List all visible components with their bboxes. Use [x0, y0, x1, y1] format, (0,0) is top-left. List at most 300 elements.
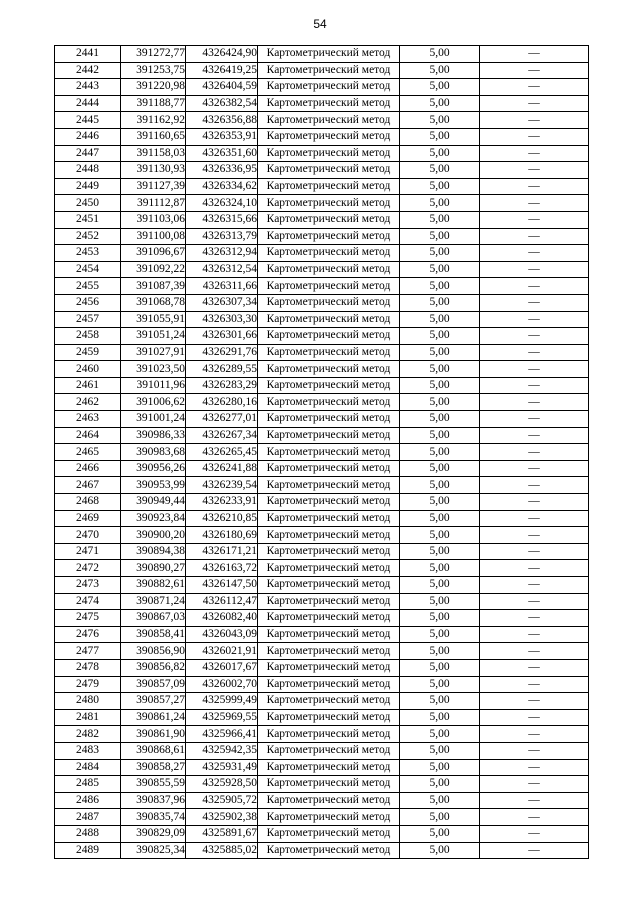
method-cell: Картометрический метод: [258, 278, 400, 295]
method-cell: Картометрический метод: [258, 776, 400, 793]
description-cell: —: [480, 759, 589, 776]
accuracy-cell: 5,00: [400, 543, 480, 560]
table-row: [55, 62, 589, 79]
coordinate-x-cell: 391220,98: [121, 79, 186, 96]
coordinate-y-cell: 4326382,54: [186, 95, 258, 112]
accuracy-cell: 5,00: [400, 228, 480, 245]
coordinate-y-cell: 4326312,54: [186, 261, 258, 278]
point-number-cell: 2463: [55, 411, 121, 428]
point-number-cell: 2446: [55, 128, 121, 145]
table-row: [55, 460, 589, 477]
coordinate-y-cell: 4326021,91: [186, 643, 258, 660]
point-number-cell: 2478: [55, 659, 121, 676]
method-cell: Картометрический метод: [258, 112, 400, 129]
coordinate-x-cell: 390861,90: [121, 726, 186, 743]
method-cell: Картометрический метод: [258, 145, 400, 162]
point-number-cell: 2468: [55, 494, 121, 511]
description-cell: —: [480, 79, 589, 96]
description-cell: —: [480, 659, 589, 676]
coordinate-y-cell: 4326301,66: [186, 328, 258, 345]
accuracy-cell: 5,00: [400, 659, 480, 676]
coordinate-x-cell: 390829,09: [121, 825, 186, 842]
point-number-cell: 2471: [55, 543, 121, 560]
accuracy-cell: 5,00: [400, 46, 480, 63]
table-row: [55, 726, 589, 743]
coordinate-x-cell: 390867,03: [121, 610, 186, 627]
method-cell: Картометрический метод: [258, 560, 400, 577]
table-row: [55, 643, 589, 660]
description-cell: —: [480, 62, 589, 79]
coordinate-y-cell: 4326324,10: [186, 195, 258, 212]
accuracy-cell: 5,00: [400, 211, 480, 228]
table-row: [55, 543, 589, 560]
method-cell: Картометрический метод: [258, 328, 400, 345]
point-number-cell: 2472: [55, 560, 121, 577]
coordinate-y-cell: 4326210,85: [186, 510, 258, 527]
description-cell: —: [480, 211, 589, 228]
coordinate-x-cell: 391103,06: [121, 211, 186, 228]
accuracy-cell: 5,00: [400, 245, 480, 262]
accuracy-cell: 5,00: [400, 643, 480, 660]
description-cell: —: [480, 444, 589, 461]
coordinate-x-cell: 390949,44: [121, 494, 186, 511]
accuracy-cell: 5,00: [400, 427, 480, 444]
coordinate-x-cell: 390825,34: [121, 842, 186, 859]
method-cell: Картометрический метод: [258, 361, 400, 378]
accuracy-cell: 5,00: [400, 79, 480, 96]
method-cell: Картометрический метод: [258, 759, 400, 776]
point-number-cell: 2443: [55, 79, 121, 96]
method-cell: Картометрический метод: [258, 311, 400, 328]
table-row: [55, 742, 589, 759]
coordinate-x-cell: 390871,24: [121, 593, 186, 610]
description-cell: —: [480, 792, 589, 809]
coordinate-x-cell: 390835,74: [121, 809, 186, 826]
description-cell: —: [480, 477, 589, 494]
table-row: [55, 178, 589, 195]
description-cell: —: [480, 261, 589, 278]
coordinate-x-cell: 390882,61: [121, 577, 186, 594]
point-number-cell: 2477: [55, 643, 121, 660]
coordinate-y-cell: 4326291,76: [186, 344, 258, 361]
coordinate-y-cell: 4326283,29: [186, 377, 258, 394]
method-cell: Картометрический метод: [258, 693, 400, 710]
coordinate-y-cell: 4326351,60: [186, 145, 258, 162]
coordinate-y-cell: 4325885,02: [186, 842, 258, 859]
accuracy-cell: 5,00: [400, 610, 480, 627]
method-cell: Картометрический метод: [258, 95, 400, 112]
method-cell: Картометрический метод: [258, 577, 400, 594]
accuracy-cell: 5,00: [400, 460, 480, 477]
table-row: [55, 79, 589, 96]
coordinate-x-cell: 390856,90: [121, 643, 186, 660]
accuracy-cell: 5,00: [400, 726, 480, 743]
accuracy-cell: 5,00: [400, 112, 480, 129]
table-row: [55, 46, 589, 63]
description-cell: —: [480, 842, 589, 859]
table-row: [55, 626, 589, 643]
coordinate-x-cell: 391006,62: [121, 394, 186, 411]
coordinate-y-cell: 4326043,09: [186, 626, 258, 643]
coordinates-table: [54, 45, 589, 859]
method-cell: Картометрический метод: [258, 162, 400, 179]
coordinate-x-cell: 390868,61: [121, 742, 186, 759]
accuracy-cell: 5,00: [400, 709, 480, 726]
coordinate-y-cell: 4326404,59: [186, 79, 258, 96]
accuracy-cell: 5,00: [400, 294, 480, 311]
table-row: [55, 444, 589, 461]
coordinate-x-cell: 391055,91: [121, 311, 186, 328]
coordinate-x-cell: 391023,50: [121, 361, 186, 378]
description-cell: —: [480, 294, 589, 311]
coordinate-x-cell: 391162,92: [121, 112, 186, 129]
point-number-cell: 2442: [55, 62, 121, 79]
table-row: [55, 211, 589, 228]
coordinate-y-cell: 4326353,91: [186, 128, 258, 145]
coordinate-x-cell: 390856,82: [121, 659, 186, 676]
table-row: [55, 494, 589, 511]
method-cell: Картометрический метод: [258, 527, 400, 544]
accuracy-cell: 5,00: [400, 328, 480, 345]
table-row: [55, 427, 589, 444]
description-cell: —: [480, 593, 589, 610]
method-cell: Картометрический метод: [258, 245, 400, 262]
description-cell: —: [480, 145, 589, 162]
accuracy-cell: 5,00: [400, 411, 480, 428]
table-row: [55, 510, 589, 527]
coordinate-x-cell: 390857,09: [121, 676, 186, 693]
accuracy-cell: 5,00: [400, 577, 480, 594]
accuracy-cell: 5,00: [400, 361, 480, 378]
coordinate-x-cell: 391051,24: [121, 328, 186, 345]
description-cell: —: [480, 377, 589, 394]
coordinate-x-cell: 390858,41: [121, 626, 186, 643]
method-cell: Картометрический метод: [258, 543, 400, 560]
coordinate-x-cell: 391087,39: [121, 278, 186, 295]
description-cell: —: [480, 112, 589, 129]
coordinate-y-cell: 4326312,94: [186, 245, 258, 262]
point-number-cell: 2481: [55, 709, 121, 726]
method-cell: Картометрический метод: [258, 494, 400, 511]
table-row: [55, 577, 589, 594]
coordinate-y-cell: 4326419,25: [186, 62, 258, 79]
point-number-cell: 2441: [55, 46, 121, 63]
coordinate-x-cell: 390986,33: [121, 427, 186, 444]
page-number: 54: [313, 17, 327, 31]
table-row: [55, 560, 589, 577]
coordinate-y-cell: 4326424,90: [186, 46, 258, 63]
point-number-cell: 2447: [55, 145, 121, 162]
description-cell: —: [480, 128, 589, 145]
table-row: [55, 245, 589, 262]
coordinate-y-cell: 4325928,50: [186, 776, 258, 793]
description-cell: —: [480, 195, 589, 212]
table-row: [55, 411, 589, 428]
table-row: [55, 278, 589, 295]
description-cell: —: [480, 278, 589, 295]
accuracy-cell: 5,00: [400, 510, 480, 527]
method-cell: Картометрический метод: [258, 726, 400, 743]
coordinate-y-cell: 4325969,55: [186, 709, 258, 726]
method-cell: Картометрический метод: [258, 427, 400, 444]
description-cell: —: [480, 825, 589, 842]
point-number-cell: 2451: [55, 211, 121, 228]
coordinate-y-cell: 4326112,47: [186, 593, 258, 610]
coordinate-x-cell: 391160,65: [121, 128, 186, 145]
coordinate-y-cell: 4326356,88: [186, 112, 258, 129]
coordinate-x-cell: 390857,27: [121, 693, 186, 710]
point-number-cell: 2479: [55, 676, 121, 693]
table-row: [55, 162, 589, 179]
table-row: [55, 145, 589, 162]
method-cell: Картометрический метод: [258, 261, 400, 278]
coordinate-x-cell: 390861,24: [121, 709, 186, 726]
description-cell: —: [480, 560, 589, 577]
coordinate-y-cell: 4325905,72: [186, 792, 258, 809]
method-cell: Картометрический метод: [258, 742, 400, 759]
coordinate-x-cell: 390858,27: [121, 759, 186, 776]
table-row: [55, 792, 589, 809]
point-number-cell: 2454: [55, 261, 121, 278]
description-cell: —: [480, 394, 589, 411]
point-number-cell: 2457: [55, 311, 121, 328]
coordinate-x-cell: 390890,27: [121, 560, 186, 577]
point-number-cell: 2448: [55, 162, 121, 179]
accuracy-cell: 5,00: [400, 377, 480, 394]
coordinate-y-cell: 4325999,49: [186, 693, 258, 710]
accuracy-cell: 5,00: [400, 742, 480, 759]
description-cell: —: [480, 427, 589, 444]
table-row: [55, 328, 589, 345]
table-row: [55, 311, 589, 328]
method-cell: Картометрический метод: [258, 460, 400, 477]
coordinate-x-cell: 390953,99: [121, 477, 186, 494]
method-cell: Картометрический метод: [258, 411, 400, 428]
description-cell: —: [480, 643, 589, 660]
method-cell: Картометрический метод: [258, 626, 400, 643]
accuracy-cell: 5,00: [400, 560, 480, 577]
method-cell: Картометрический метод: [258, 477, 400, 494]
description-cell: —: [480, 610, 589, 627]
point-number-cell: 2484: [55, 759, 121, 776]
method-cell: Картометрический метод: [258, 659, 400, 676]
accuracy-cell: 5,00: [400, 842, 480, 859]
coordinate-x-cell: 391027,91: [121, 344, 186, 361]
point-number-cell: 2466: [55, 460, 121, 477]
table-row: [55, 394, 589, 411]
description-cell: —: [480, 693, 589, 710]
description-cell: —: [480, 361, 589, 378]
coordinate-y-cell: 4326233,91: [186, 494, 258, 511]
coordinate-x-cell: 391188,77: [121, 95, 186, 112]
table-row: [55, 776, 589, 793]
point-number-cell: 2486: [55, 792, 121, 809]
coordinate-x-cell: 391272,77: [121, 46, 186, 63]
description-cell: —: [480, 577, 589, 594]
accuracy-cell: 5,00: [400, 62, 480, 79]
coordinate-y-cell: 4326307,34: [186, 294, 258, 311]
accuracy-cell: 5,00: [400, 261, 480, 278]
coordinate-x-cell: 390923,84: [121, 510, 186, 527]
description-cell: —: [480, 626, 589, 643]
point-number-cell: 2474: [55, 593, 121, 610]
coordinate-x-cell: 390900,20: [121, 527, 186, 544]
point-number-cell: 2482: [55, 726, 121, 743]
coordinate-y-cell: 4326163,72: [186, 560, 258, 577]
coordinate-x-cell: 391011,96: [121, 377, 186, 394]
point-number-cell: 2450: [55, 195, 121, 212]
method-cell: Картометрический метод: [258, 792, 400, 809]
point-number-cell: 2467: [55, 477, 121, 494]
description-cell: —: [480, 228, 589, 245]
method-cell: Картометрический метод: [258, 593, 400, 610]
accuracy-cell: 5,00: [400, 759, 480, 776]
table-row: [55, 842, 589, 859]
description-cell: —: [480, 776, 589, 793]
coordinate-y-cell: 4325891,67: [186, 825, 258, 842]
coordinate-x-cell: 390837,96: [121, 792, 186, 809]
point-number-cell: 2465: [55, 444, 121, 461]
description-cell: —: [480, 494, 589, 511]
method-cell: Картометрический метод: [258, 377, 400, 394]
point-number-cell: 2469: [55, 510, 121, 527]
point-number-cell: 2452: [55, 228, 121, 245]
method-cell: Картометрический метод: [258, 610, 400, 627]
table-row: [55, 676, 589, 693]
accuracy-cell: 5,00: [400, 527, 480, 544]
coordinate-x-cell: 391100,08: [121, 228, 186, 245]
coordinate-x-cell: 391158,03: [121, 145, 186, 162]
coordinate-x-cell: 391001,24: [121, 411, 186, 428]
coordinate-y-cell: 4326180,69: [186, 527, 258, 544]
accuracy-cell: 5,00: [400, 809, 480, 826]
point-number-cell: 2460: [55, 361, 121, 378]
accuracy-cell: 5,00: [400, 278, 480, 295]
coordinate-x-cell: 391096,67: [121, 245, 186, 262]
accuracy-cell: 5,00: [400, 178, 480, 195]
point-number-cell: 2483: [55, 742, 121, 759]
coordinate-x-cell: 391127,39: [121, 178, 186, 195]
coordinate-x-cell: 391112,87: [121, 195, 186, 212]
coordinate-y-cell: 4326334,62: [186, 178, 258, 195]
accuracy-cell: 5,00: [400, 95, 480, 112]
point-number-cell: 2470: [55, 527, 121, 544]
method-cell: Картометрический метод: [258, 510, 400, 527]
table-row: [55, 294, 589, 311]
accuracy-cell: 5,00: [400, 344, 480, 361]
description-cell: —: [480, 411, 589, 428]
coordinate-y-cell: 4326313,79: [186, 228, 258, 245]
point-number-cell: 2449: [55, 178, 121, 195]
point-number-cell: 2485: [55, 776, 121, 793]
point-number-cell: 2489: [55, 842, 121, 859]
accuracy-cell: 5,00: [400, 776, 480, 793]
method-cell: Картометрический метод: [258, 842, 400, 859]
method-cell: Картометрический метод: [258, 676, 400, 693]
table-row: [55, 477, 589, 494]
coordinate-y-cell: 4326171,21: [186, 543, 258, 560]
table-row: [55, 809, 589, 826]
accuracy-cell: 5,00: [400, 128, 480, 145]
coordinate-x-cell: 391253,75: [121, 62, 186, 79]
coordinate-y-cell: 4326267,34: [186, 427, 258, 444]
description-cell: —: [480, 46, 589, 63]
accuracy-cell: 5,00: [400, 825, 480, 842]
table-row: [55, 112, 589, 129]
method-cell: Картометрический метод: [258, 128, 400, 145]
table-row: [55, 361, 589, 378]
description-cell: —: [480, 527, 589, 544]
description-cell: —: [480, 543, 589, 560]
table-row: [55, 693, 589, 710]
method-cell: Картометрический метод: [258, 195, 400, 212]
accuracy-cell: 5,00: [400, 394, 480, 411]
point-number-cell: 2444: [55, 95, 121, 112]
description-cell: —: [480, 344, 589, 361]
table-row: [55, 825, 589, 842]
accuracy-cell: 5,00: [400, 693, 480, 710]
point-number-cell: 2464: [55, 427, 121, 444]
accuracy-cell: 5,00: [400, 494, 480, 511]
point-number-cell: 2475: [55, 610, 121, 627]
coordinate-y-cell: 4326239,54: [186, 477, 258, 494]
coordinate-x-cell: 390894,38: [121, 543, 186, 560]
accuracy-cell: 5,00: [400, 444, 480, 461]
coordinate-y-cell: 4326303,30: [186, 311, 258, 328]
point-number-cell: 2461: [55, 377, 121, 394]
table-row: [55, 593, 589, 610]
method-cell: Картометрический метод: [258, 79, 400, 96]
description-cell: —: [480, 245, 589, 262]
accuracy-cell: 5,00: [400, 626, 480, 643]
description-cell: —: [480, 709, 589, 726]
table-row: [55, 261, 589, 278]
point-number-cell: 2476: [55, 626, 121, 643]
coordinate-y-cell: 4326289,55: [186, 361, 258, 378]
description-cell: —: [480, 809, 589, 826]
accuracy-cell: 5,00: [400, 676, 480, 693]
description-cell: —: [480, 95, 589, 112]
method-cell: Картометрический метод: [258, 444, 400, 461]
method-cell: Картометрический метод: [258, 62, 400, 79]
accuracy-cell: 5,00: [400, 792, 480, 809]
point-number-cell: 2488: [55, 825, 121, 842]
point-number-cell: 2455: [55, 278, 121, 295]
table-row: [55, 377, 589, 394]
description-cell: —: [480, 742, 589, 759]
point-number-cell: 2487: [55, 809, 121, 826]
method-cell: Картометрический метод: [258, 394, 400, 411]
point-number-cell: 2445: [55, 112, 121, 129]
table-row: [55, 95, 589, 112]
description-cell: —: [480, 328, 589, 345]
accuracy-cell: 5,00: [400, 162, 480, 179]
table-row: [55, 709, 589, 726]
method-cell: Картометрический метод: [258, 809, 400, 826]
method-cell: Картометрический метод: [258, 46, 400, 63]
coordinate-y-cell: 4325902,38: [186, 809, 258, 826]
coordinate-y-cell: 4326002,70: [186, 676, 258, 693]
coordinate-y-cell: 4325942,35: [186, 742, 258, 759]
coordinate-y-cell: 4326017,67: [186, 659, 258, 676]
coordinate-x-cell: 390956,26: [121, 460, 186, 477]
accuracy-cell: 5,00: [400, 311, 480, 328]
coordinate-y-cell: 4326315,66: [186, 211, 258, 228]
method-cell: Картометрический метод: [258, 344, 400, 361]
table-row: [55, 195, 589, 212]
table-row: [55, 228, 589, 245]
description-cell: —: [480, 460, 589, 477]
